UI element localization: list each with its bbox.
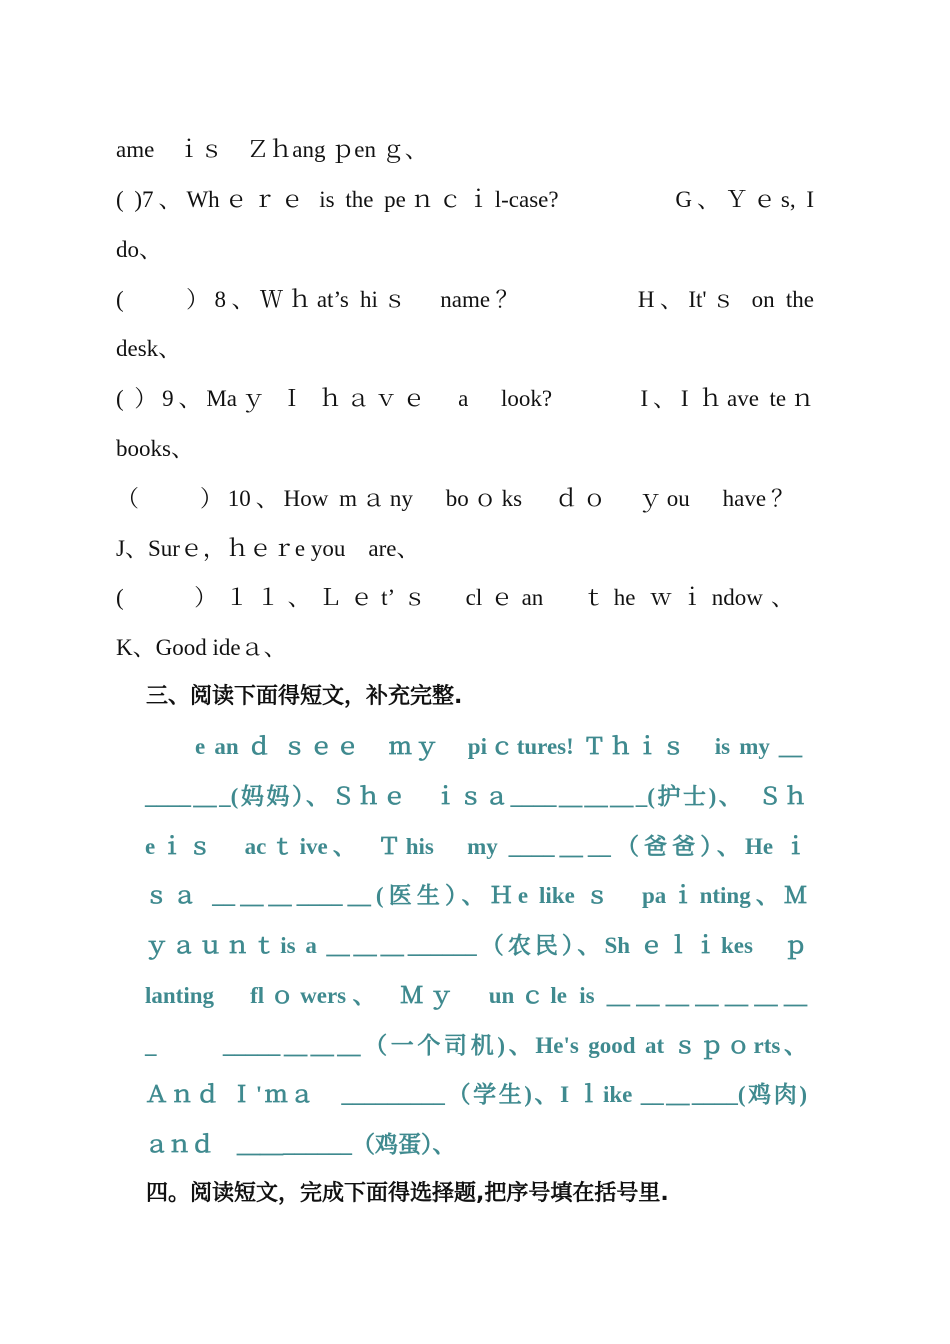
passage-line-3: eｉｓ acｔive、 Ｔhis my ____＿__（爸爸）、He ｉ	[145, 834, 807, 859]
passage-line-6: lanting flｏwers、 Ｍｙ unｃle is ＿＿＿＿＿＿＿	[145, 983, 807, 1008]
passage-line-1: e an ｄ ｓｅｅ ｍｙ piｃtures! Ｔｈｉｓ is my ＿	[195, 734, 802, 759]
passage-line-4: ｓａ __＿＿____＿(医生）、Ｈe like ｓ paｉnting、Ｍ	[145, 883, 807, 908]
matching-line-9: J、Surｅ，ｈｅｒe you are、	[116, 536, 420, 561]
matching-line-1: ame ｉｓ Ｚｈang ｐen ｇ、	[116, 137, 428, 162]
matching-line-8: （ ）10、How mａny boｏks ｄｏ ｙou have？	[116, 486, 794, 511]
passage-line-2: ____＿_(妈妈）、Ｓｈｅ ｉｓａ____＿＿＿_(护士)、 Ｓｈ	[145, 784, 807, 809]
matching-line-4: ( ）8、Ｗｈat’s hiｓ name？ H、It'ｓ on the	[116, 287, 814, 312]
matching-line-10: ( ）１１、Ｌｅt’ｓ clｅan ｔhe ｗｉndow、	[116, 585, 794, 610]
matching-line-5: desk、	[116, 336, 182, 361]
matching-line-3: do、	[116, 237, 162, 262]
matching-line-11: K、Good ideａ、	[116, 635, 287, 660]
passage-line-8: Ａｎｄ Ｉ'ｍａ _________（学生)、I ｌike __＿____(鸡肉)	[145, 1082, 807, 1107]
matching-line-7: books、	[116, 436, 194, 461]
matching-line-6: ( ）9、Maｙ Ｉ ｈａｖｅ a look? I、I ｈave teｎ	[116, 386, 814, 411]
passage-line-5: ｙａｕｎｔis a ＿＿＿______（农民）、Sh ｅｌｉkes ｐ	[145, 933, 807, 958]
section-4-heading: 四。阅读短文，完成下面得选择题,把序号填在括号里.	[146, 1181, 669, 1206]
passage-line-9: ａｎｄ ＿＿______（鸡蛋）、	[145, 1132, 456, 1157]
passage-line-7: _ _____＿＿＿（一个司机)、He's good at ｓｐｏrts、	[145, 1033, 807, 1058]
matching-line-2: ( )7、Whｅｒｅ is the peｎｃｉl-case? G、Ｙｅs, I	[116, 187, 814, 212]
section-3-heading: 三、阅读下面得短文，补充完整.	[146, 684, 463, 709]
